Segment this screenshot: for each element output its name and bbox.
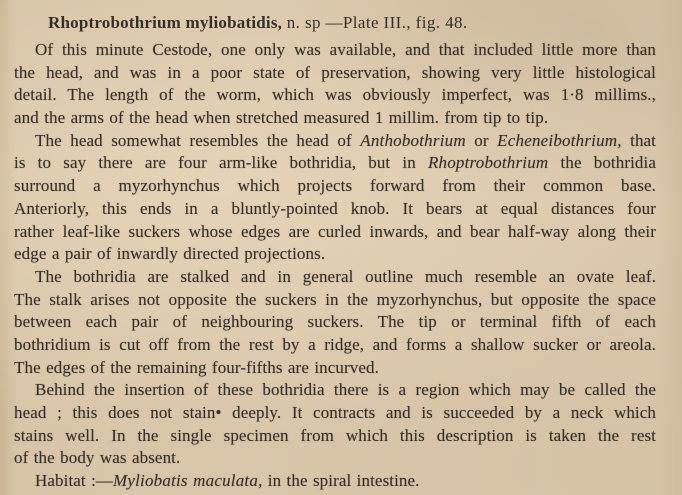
italic-taxon-name: Rhoptrobothrium — [427, 153, 549, 173]
text-line: The bothridia are stalked and in general outline much resemble an ovate leaf. — [35, 266, 656, 286]
plate-reference: n. sp —Plate III., fig. 48. — [282, 13, 468, 32]
text-line: head ; this does not stain• deeply. It contracts and is succeeded by a neck which — [14, 403, 656, 422]
species-name: Rhoptrobothrium myliobatidis, — [48, 13, 283, 32]
text-line: Habitat :—Myliobatis maculata, in the spiral intestine. — [35, 471, 420, 491]
text-line: stains well. In the single specimen from which this description is taken the rest — [14, 425, 656, 445]
italic-taxon-name: Myliobatis maculata — [113, 471, 259, 491]
text-line: rather leaf-like suckers whose edges are curled inwards, and bear half-way along their — [14, 221, 656, 241]
body-text — [0, 39, 682, 493]
italic-taxon-name: Echeneibothrium — [497, 130, 618, 150]
text-line: The head somewhat resembles the head of Anthobothrium or Echeneibothrium, that — [35, 130, 656, 150]
italic-taxon-name: Anthobothrium — [360, 130, 466, 150]
text-line: and the arms of the head when stretched measured 1 millim. from tip to tip. — [14, 108, 549, 128]
text-line: Anteriorly, this ends in a bluntly-pointed knob. It bears at equal distances four — [14, 198, 656, 218]
text-line: Behind the insertion of these bothridia there is a region which may be called the — [35, 380, 656, 400]
text-line: Of this minute Cestode, one only was available, and that included little more than — [35, 40, 656, 59]
text-line: between each pair of neighbouring suckers. The tip or terminal fifth of each — [14, 312, 656, 332]
text-line: edge a pair of inwardly directed projections. — [14, 244, 326, 264]
text-line: the head, and was in a poor state of preservation, showing very little histological — [14, 62, 656, 82]
text-line: surround a myzorhynchus which projects forward from their common base. — [14, 176, 656, 196]
text-line: The stalk arises not opposite the suckers in the myzorhynchus, but opposite the space — [14, 289, 656, 309]
text-line: of the body was absent. — [14, 448, 181, 468]
text-line: is to say there are four arm-like bothridia, but in Rhoptrobothrium the bothridia — [14, 153, 656, 173]
text-line: bothridium is cut off from the rest by a ridge, and forms a shallow sucker or areola. — [14, 334, 656, 354]
section-heading — [0, 0, 682, 39]
text-line: detail. The length of the worm, which was obviously imperfect, was 1·8 millims., — [14, 85, 656, 105]
text-line: The edges of the remaining four-fifths are incurved. — [14, 357, 379, 377]
